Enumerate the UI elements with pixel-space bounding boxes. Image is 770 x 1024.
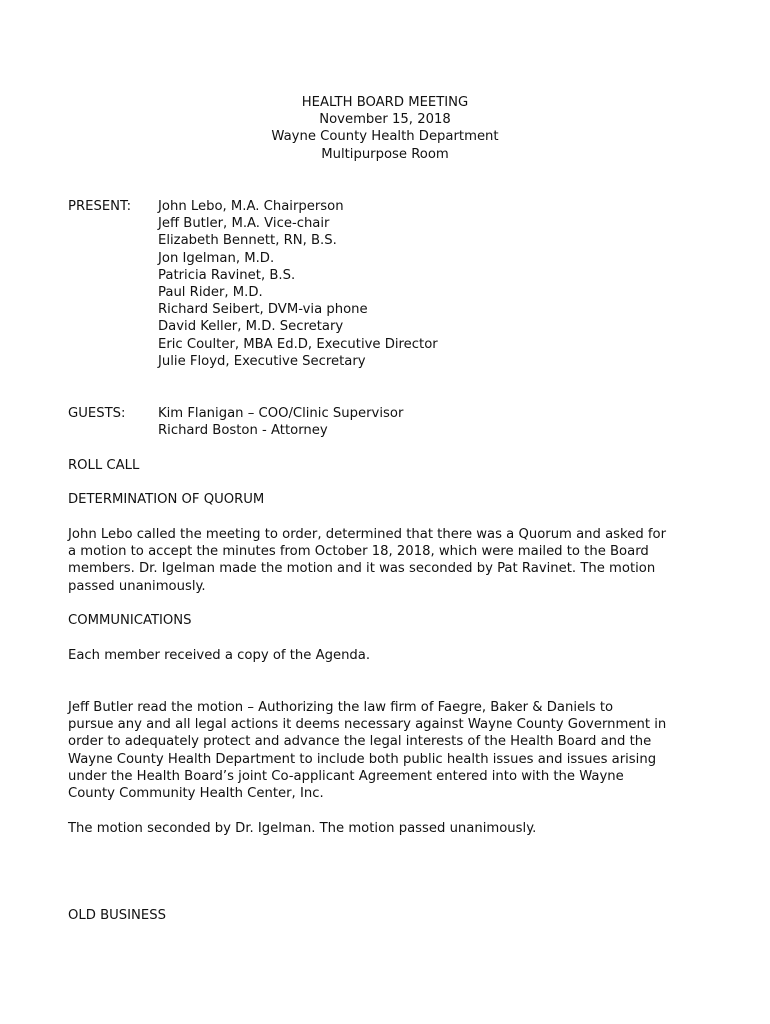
roll-call-heading: ROLL CALL [68, 458, 140, 473]
paragraph-line: Jeff Butler read the motion – Authorizing the law firm of Faegre, Baker & Daniels to [68, 700, 614, 715]
present-member: John Lebo, M.A. Chairperson [158, 199, 344, 214]
motion-result-paragraph: The motion seconded by Dr. Igelman. The motion passed unanimously. [68, 821, 537, 836]
old-business-heading: OLD BUSINESS [68, 908, 166, 923]
communications-heading: COMMUNICATIONS [68, 613, 192, 628]
paragraph-line: pursue any and all legal actions it deems necessary against Wayne County Government in [68, 717, 667, 733]
motion-paragraph [68, 699, 708, 802]
guest-member: Richard Boston - Attorney [158, 423, 328, 439]
quorum-heading: DETERMINATION OF QUORUM [68, 492, 265, 507]
present-member: Julie Floyd, Executive Secretary [158, 353, 366, 369]
meeting-date: November 15, 2018 [319, 112, 451, 128]
present-member: Elizabeth Bennett, RN, B.S. [158, 233, 337, 249]
paragraph-line: under the Health Board’s joint Co-applicant Agreement entered into with the Wayne [68, 768, 624, 784]
present-list [158, 198, 438, 370]
present-member: Eric Coulter, MBA Ed.D, Executive Director [158, 336, 438, 352]
paragraph-line: a motion to accept the minutes from October 18, 2018, which were mailed to the Board [68, 544, 649, 560]
paragraph-line: County Community Health Center, Inc. [68, 786, 324, 802]
meeting-room: Multipurpose Room [321, 146, 449, 162]
paragraph-line: John Lebo called the meeting to order, determined that there was a Quorum and asked for [68, 527, 667, 542]
present-member: David Keller, M.D. Secretary [158, 319, 344, 335]
present-member: Richard Seibert, DVM-via phone [158, 302, 368, 318]
meeting-title: HEALTH BOARD MEETING [301, 95, 469, 110]
quorum-paragraph [68, 526, 708, 595]
guests-label: GUESTS: [68, 406, 126, 421]
present-label: PRESENT: [68, 199, 132, 214]
present-member: Paul Rider, M.D. [158, 285, 263, 301]
paragraph-line: Wayne County Health Department to include both public health issues and issues arising [68, 751, 657, 767]
guest-member: Kim Flanigan – COO/Clinic Supervisor [158, 406, 404, 421]
paragraph-line: order to adequately protect and advance the legal interests of the Health Board and the [68, 734, 652, 750]
paragraph-line: members. Dr. Igelman made the motion and it was seconded by Pat Ravinet. The motion [68, 561, 656, 577]
guests-list [158, 405, 403, 439]
communications-paragraph: Each member received a copy of the Agenda. [68, 648, 371, 663]
meeting-header [0, 94, 770, 163]
meeting-department: Wayne County Health Department [271, 129, 499, 145]
present-member: Jeff Butler, M.A. Vice-chair [158, 216, 330, 232]
present-member: Patricia Ravinet, B.S. [158, 267, 296, 283]
present-member: Jon Igelman, M.D. [158, 250, 275, 266]
paragraph-line: passed unanimously. [68, 578, 206, 594]
